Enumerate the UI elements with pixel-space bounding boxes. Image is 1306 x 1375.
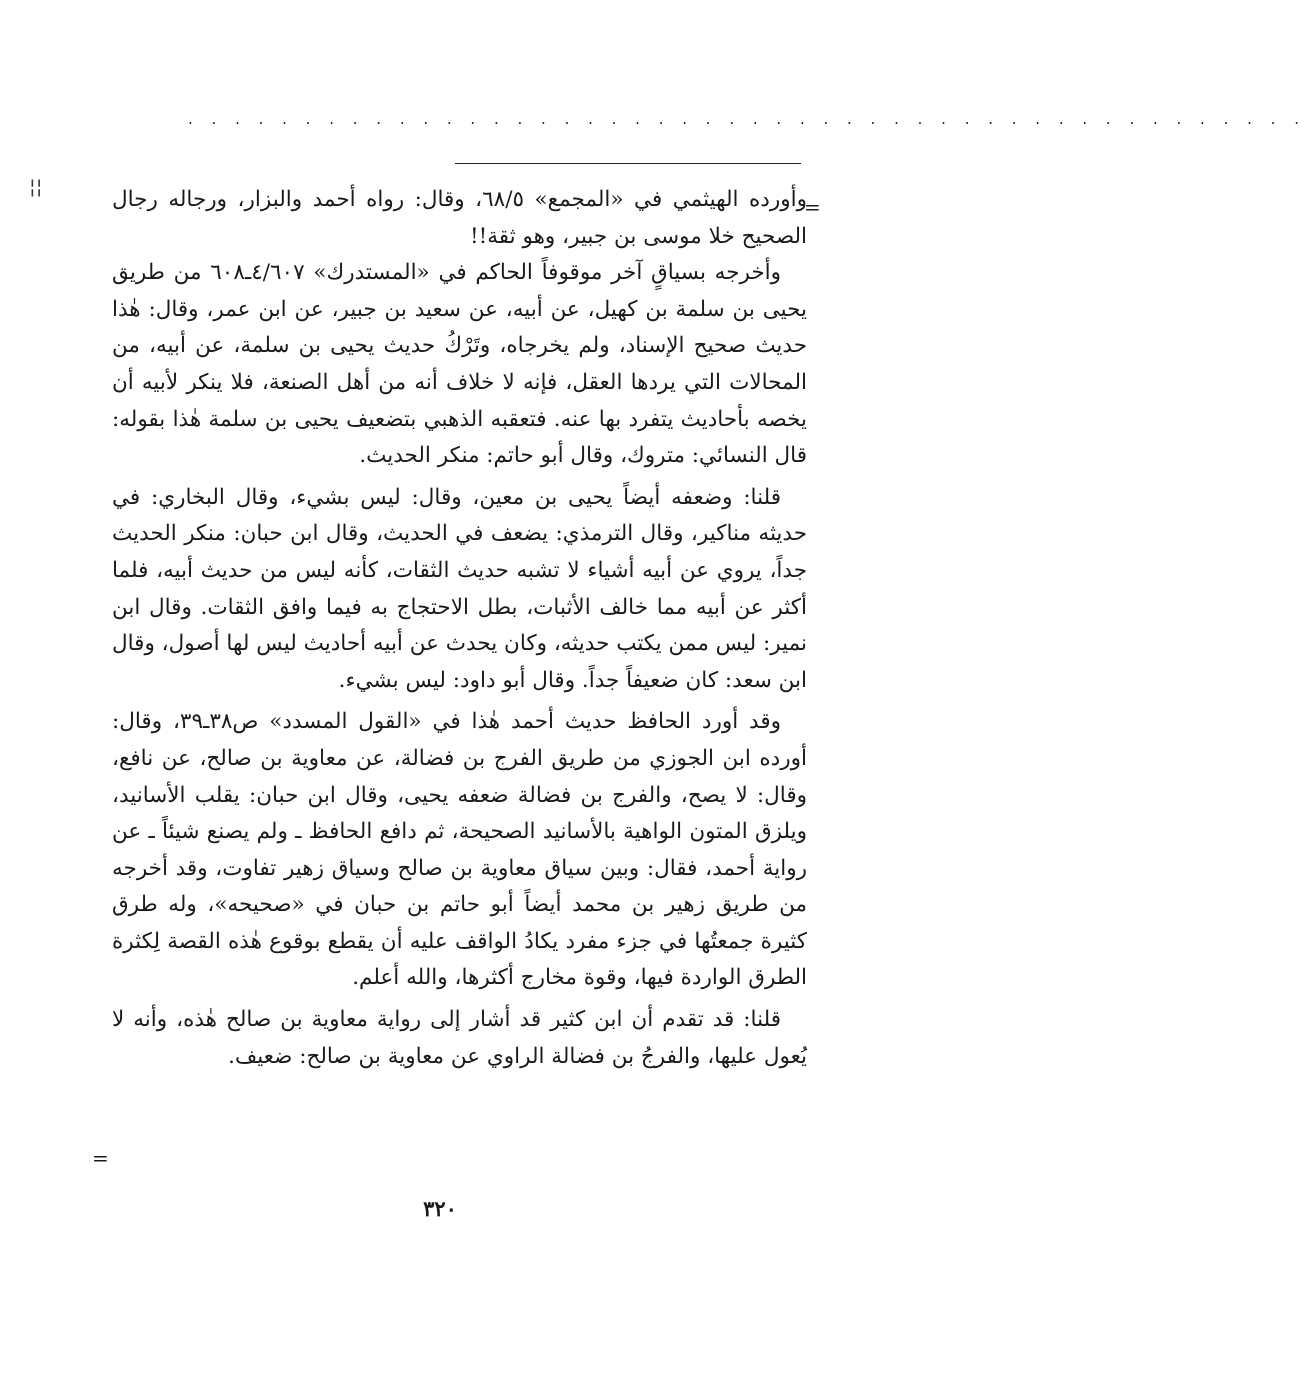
margin-mark: ¦¦ bbox=[29, 174, 43, 198]
page-number: ٣٢٠ bbox=[423, 1196, 457, 1221]
footnote-paragraph-1: وأورده الهيثمي في «المجمع» ٦٨/٥، وقال: رواه أحمد والبزار، ورجاله رجال الصحيح خلا موسى بن جبير، وهو ثقة!! bbox=[112, 187, 807, 249]
footnote-paragraph-3: قلنا: وضعفه أيضاً يحيى بن معين، وقال: ليس بشيء، وقال البخاري: في حديثه مناكير، وقال الترمذي: يضعف في الحديث، وقال ابن حبان: منكر الحديث جداً، يروي عن أبيه أشياء لا تشبه حديث الثقات، كأنه ليس من حديث أبيه، فلما أكثر عن أبيه مما خالف الأثبات، بطل الاحتجاج به فيما وافق الثقات. وقال ابن نمير: ليس ممن يكتب حديثه، وكان يحدث عن أبيه أحاديث ليس لها أصول، وقال ابن سعد: كان ضعيفاً جداً. وقال أبو داود: ليس بشيء. bbox=[112, 484, 807, 693]
footnote-paragraph-4: وقد أورد الحافظ حديث أحمد هٰذا في «القول المسدد» ص٣٨ـ٣٩، وقال: أورده ابن الجوزي من طريق الفرج بن فضالة، عن معاوية بن صالح، عن نافع، وقال: لا يصح، والفرج بن فضالة ضعفه يحيى، وقال ابن حبان: يقلب الأسانيد، ويلزق المتون الواهية بالأسانيد الصحيحة، ثم دافع الحافظ ـ ولم يصنع شيئاً ـ عن رواية أحمد، فقال: وبين سياق معاوية بن صالح وسياق زهير تفاوت، وقد أخرجه من طريق زهير بن محمد أيضاً أبو حاتم بن حبان في «صحيحه»، وله طرق كثيرة جمعتُها في جزء مفرد يكادُ الواقف عليه أن يقطع بوقوع هٰذه القصة لِكثرة الطرق الواردة فيها، وقوة مخارج أكثرها، والله أعلم. bbox=[112, 709, 807, 991]
continuation-mark-bottom: = bbox=[92, 1146, 109, 1170]
footnote-separator-line bbox=[455, 163, 801, 164]
continuation-mark-top: = bbox=[804, 195, 821, 219]
footnote-text bbox=[112, 182, 807, 1075]
footnote-paragraph-5: قلنا: قد تقدم أن ابن كثير قد أشار إلى رواية معاوية بن صالح هٰذه، وأنه لا يُعول عليها، والفرجُ بن فضالة الراوي عن معاوية بن صالح: ضعيف. bbox=[112, 1007, 807, 1069]
dotted-leader: · · · · · · · · · · · · · · · · · · · · · · · · · · · · · · · · · · · · · · · · · · · · · · · · bbox=[188, 114, 1306, 132]
footnote-paragraph-2: وأخرجه بسياقٍ آخر موقوفاً الحاكم في «المستدرك» ٤/٦٠٧ـ٦٠٨ من طريق يحيى بن سلمة بن كهيل، عن أبيه، عن سعيد بن جبير، عن ابن عمر، وقال: هٰذا حديث صحيح الإسناد، ولم يخرجاه، وتَرْكُ حديث يحيى بن سلمة، عن أبيه، من المحالات التي يردها العقل، فإنه لا خلاف أنه من أهل الصنعة، فلا ينكر لأبيه أن يخصه بأحاديث يتفرد بها عنه. فتعقبه الذهبي بتضعيف يحيى بن سلمة هٰذا بقوله: قال النسائي: متروك، وقال أبو حاتم: منكر الحديث. bbox=[112, 260, 807, 469]
